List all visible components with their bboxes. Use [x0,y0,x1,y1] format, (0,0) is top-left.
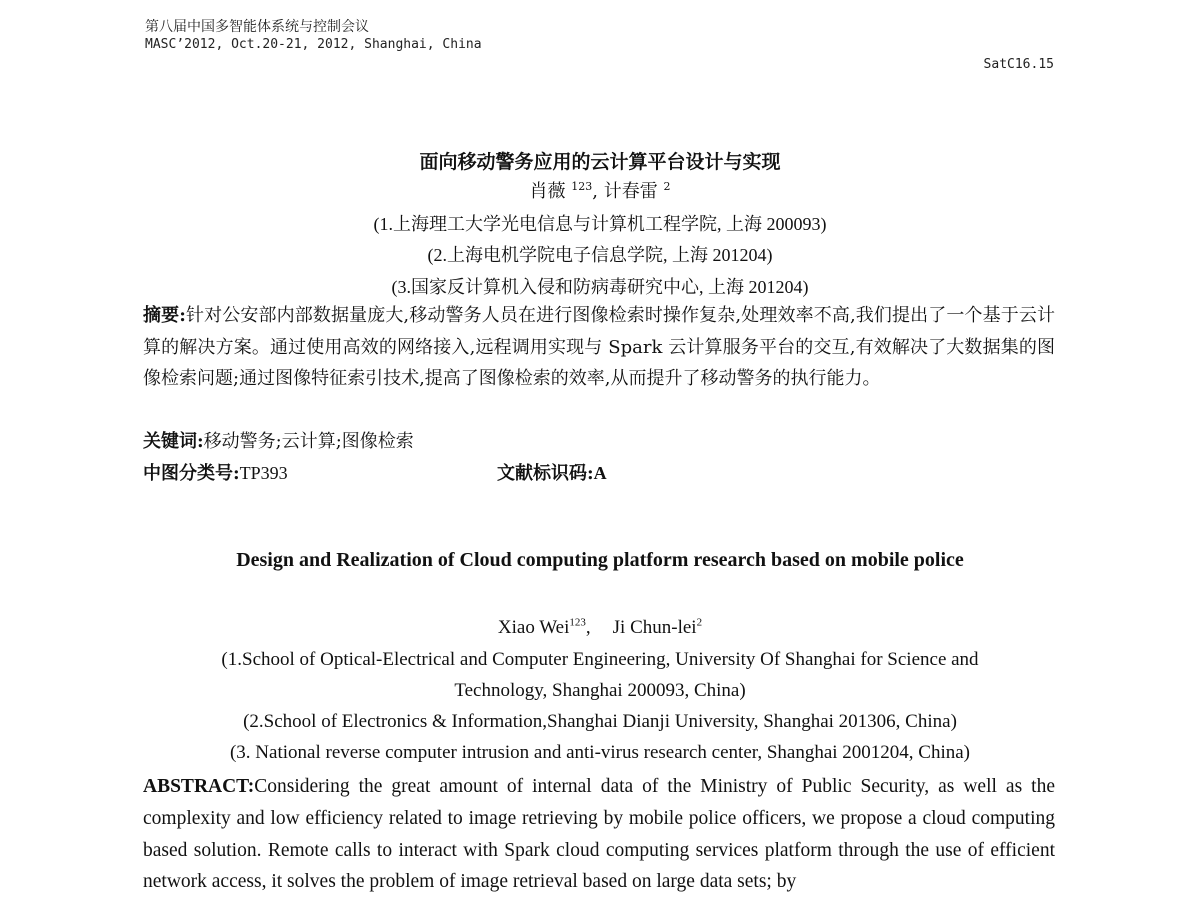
en-author-2-sup: 2 [696,616,703,629]
en-author-1-sup: 123 [569,616,586,629]
cn-author-2-sup: 2 [663,180,671,193]
en-paper-title: Design and Realization of Cloud computing platform research based on mobile police [236,549,964,571]
cn-abstract-text: 针对公安部内部数据量庞大,移动警务人员在进行图像检索时操作复杂,处理效率不高,我们提出了一个基于云计算的解决方案。通过使用高效的网络接入,远程调用实现与 Spark 云计算服务平台的交互,有效解决了大数据集的图像检索问题;通过图像特征索引技术,提高了图像检索的效率,从而提升了移动警务的执行能力。 [143,305,1055,389]
cn-doc-value: A [593,463,607,483]
en-author-2: Ji Chun-lei [612,617,697,638]
cn-paper-title: 面向移动警务应用的云计算平台设计与实现 [419,151,781,173]
en-affiliation-1-line-2: Technology, Shanghai 200093, China) [454,680,746,701]
cn-authors [0,177,1200,203]
en-abstract-label: ABSTRACT: [143,776,255,797]
cn-classification [143,458,288,489]
cn-author-2: 计春雷 [603,181,658,202]
en-authors [0,617,1200,639]
cn-author-sep: , [592,181,598,202]
en-affiliation-2: (2.School of Electronics & Information,Shanghai Dianji University, Shanghai 201306, China) [243,711,957,732]
cn-document-code [497,458,607,489]
en-abstract [143,771,1055,898]
en-abstract-text: Considering the great amount of internal data of the Ministry of Public Security, as well as the complexity and low efficiency related to image retrieving by mobile police officers, we propose a cloud computing based solution. Remote calls to interact with Spark cloud computing services platform through the use of efficient network access, it solves the problem of image retrieval based on large data sets; by [143,776,1055,893]
cn-keywords-label: 关键词: [143,431,204,452]
cn-author-1: 肖薇 [529,181,566,202]
cn-doc-label: 文献标识码: [497,463,594,484]
cn-affiliation-1: (1.上海理工大学光电信息与计算机工程学院, 上海 200093) [373,214,827,234]
cn-keywords-text: 移动警务;云计算;图像检索 [203,431,414,452]
cn-abstract-label: 摘要: [143,305,186,326]
cn-author-1-sup: 123 [571,180,593,193]
en-affiliation-3: (3. National reverse computer intrusion and anti-virus research center, Shanghai 2001204, China) [229,742,970,763]
cn-abstract [143,300,1055,395]
paper-id: SatC16.15 [983,57,1054,72]
cn-class-value: TP393 [239,463,288,483]
conference-name-en: MASC’2012, Oct.20-21, 2012, Shanghai, China [145,37,482,52]
cn-affiliation-3: (3.国家反计算机入侵和防病毒研究中心, 上海 201204) [391,277,809,297]
en-author-sep: , [585,617,591,638]
conference-name-cn: 第八届中国多智能体系统与控制会议 [145,19,369,35]
cn-class-label: 中图分类号: [143,463,240,484]
cn-affiliation-2: (2.上海电机学院电子信息学院, 上海 201204) [427,245,773,265]
en-affiliation-1-line-1: (1.School of Optical-Electrical and Computer Engineering, University Of Shanghai for Science and [221,649,979,670]
en-author-1: Xiao Wei [497,617,570,638]
cn-keywords [143,426,1055,458]
